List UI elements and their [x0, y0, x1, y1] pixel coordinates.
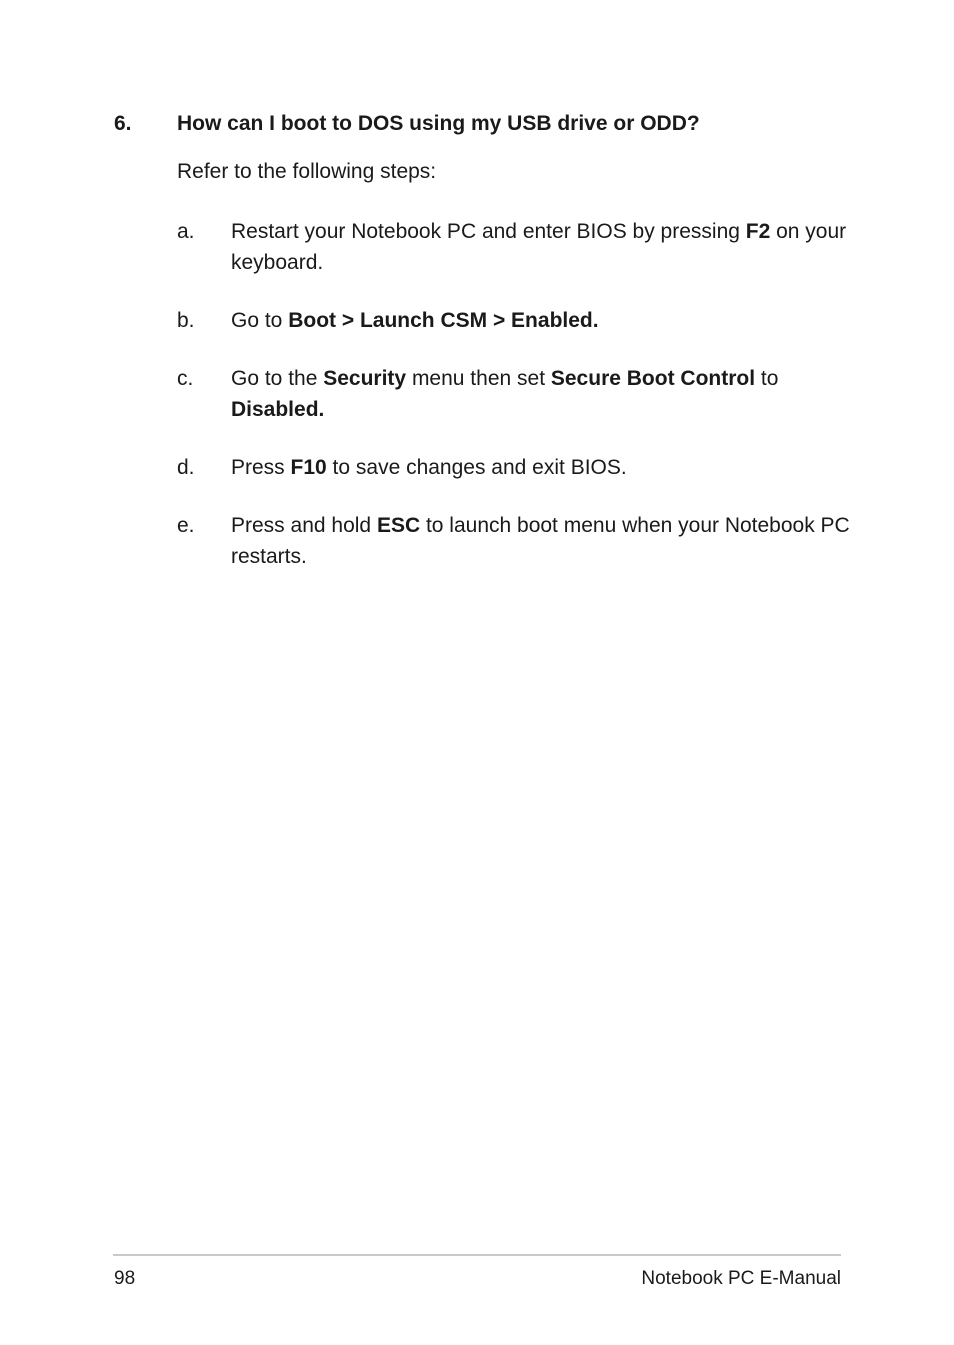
- key-f2: F2: [745, 220, 771, 243]
- footer-divider: [113, 1254, 841, 1256]
- key-f10: F10: [290, 456, 327, 479]
- step-text: Go to: [231, 309, 289, 332]
- step-body: [231, 216, 857, 278]
- question-text: How can I boot to DOS using my USB drive or ODD?: [177, 112, 700, 135]
- step-text: menu then set: [406, 367, 551, 390]
- step-b: [177, 305, 857, 336]
- page-number: 98: [114, 1268, 136, 1289]
- step-body: [231, 452, 857, 483]
- intro-text: Refer to the following steps:: [177, 160, 437, 183]
- menu-path: Boot > Launch CSM > Enabled.: [288, 309, 599, 332]
- step-body: [231, 510, 857, 572]
- menu-security: Security: [323, 367, 407, 390]
- step-letter: a.: [177, 220, 195, 243]
- steps-list: [177, 216, 857, 599]
- step-letter: d.: [177, 456, 195, 479]
- step-text: Restart your Notebook PC and enter BIOS by pressing: [231, 220, 746, 243]
- step-letter: e.: [177, 514, 195, 537]
- step-letter: b.: [177, 309, 195, 332]
- step-e: [177, 510, 857, 572]
- step-text: Press and hold: [231, 514, 377, 537]
- step-text: to save changes and exit BIOS.: [326, 456, 627, 479]
- step-d: [177, 452, 857, 483]
- step-body: [231, 363, 857, 425]
- step-text: to: [755, 367, 779, 390]
- step-letter: c.: [177, 367, 194, 390]
- step-body: [231, 305, 857, 336]
- question-number: 6.: [114, 112, 132, 135]
- step-text: Go to the: [231, 367, 324, 390]
- step-text: Press: [231, 456, 291, 479]
- step-a: [177, 216, 857, 278]
- manual-title: Notebook PC E-Manual: [641, 1268, 841, 1289]
- key-esc: ESC: [376, 514, 421, 537]
- setting-secure-boot-control: Secure Boot Control: [550, 367, 756, 390]
- step-c: [177, 363, 857, 425]
- value-disabled: Disabled.: [231, 398, 325, 421]
- step-text: to launch boot menu when your Notebook PC restarts.: [231, 514, 850, 568]
- step-text: on your keyboard.: [231, 220, 847, 274]
